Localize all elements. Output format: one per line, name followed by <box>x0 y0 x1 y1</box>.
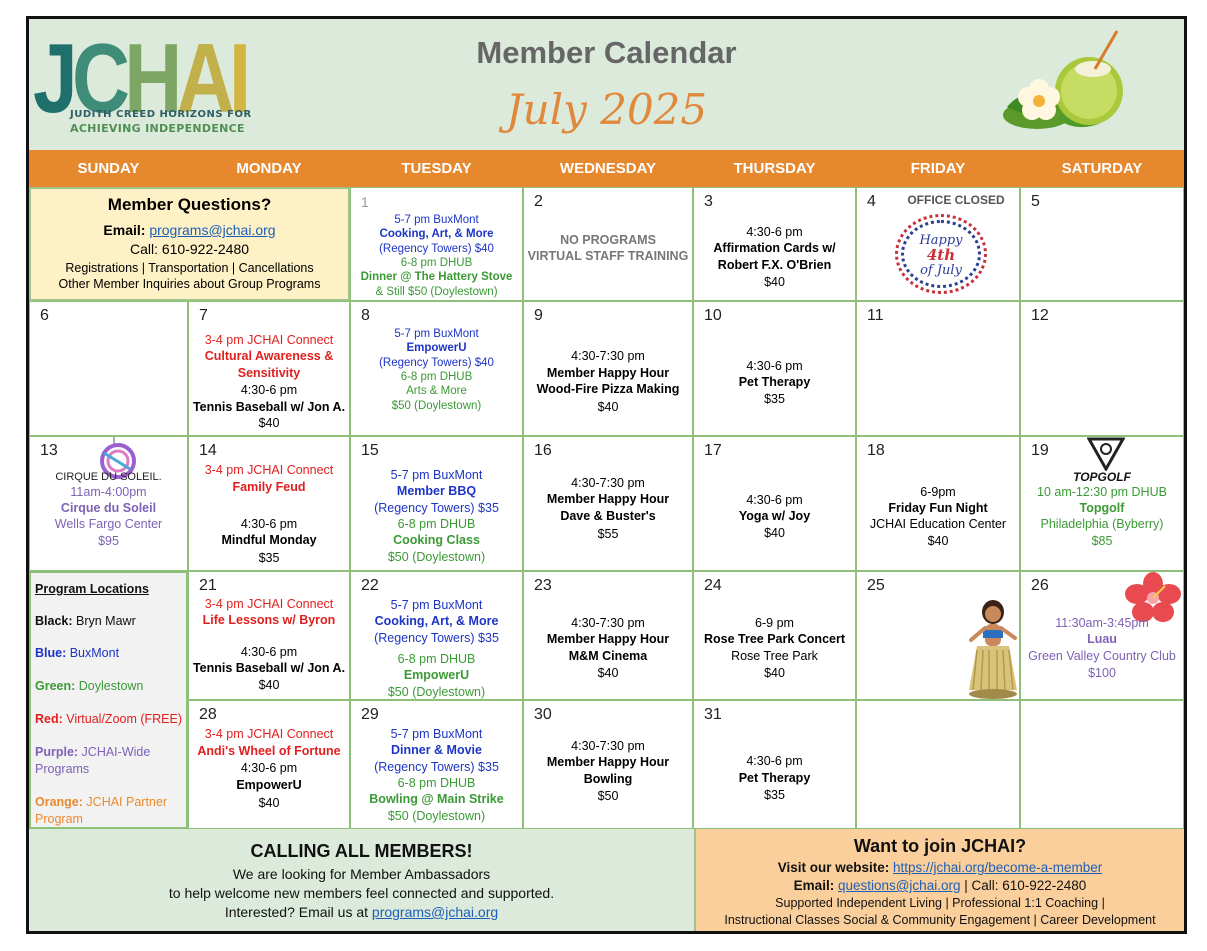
event-line: $40 <box>927 534 949 548</box>
badge-happy: Happy <box>919 233 963 248</box>
event-line: (Regency Towers) $35 <box>374 631 499 645</box>
legend-black-key: Black: <box>35 614 73 628</box>
event-line: $40 <box>764 666 785 680</box>
event-line: 4:30-6 pm <box>746 225 803 239</box>
event-line: 4:30-6 pm <box>240 645 298 659</box>
event-line: (Regency Towers) $40 <box>379 243 494 255</box>
legend-purple-value: JCHAI-Wide Programs <box>35 745 151 776</box>
event-line: 6-8 pm DHUB <box>397 517 476 531</box>
day-number: 16 <box>534 442 552 459</box>
topgolf-brand: TOPGOLF <box>1073 470 1131 484</box>
event-line: Dinner @ The Hattery Stove <box>360 271 513 283</box>
day-number: 17 <box>704 442 722 459</box>
event-line: 5-7 pm BuxMont <box>390 468 483 482</box>
event-line: 3-4 pm JCHAI Connect <box>204 463 334 477</box>
event-line: 5-7 pm BuxMont <box>394 328 479 340</box>
day-number: 24 <box>704 577 722 594</box>
day-number: 10 <box>704 307 722 324</box>
event-line: 5-7 pm BuxMont <box>394 214 479 226</box>
questions-line1: Registrations | Transportation | Cancellations <box>65 261 314 275</box>
event-line: Luau <box>1087 632 1117 646</box>
day-cell-1[interactable] <box>350 187 523 301</box>
office-closed-label: OFFICE CLOSED <box>907 193 1005 207</box>
day-cell-11[interactable] <box>856 301 1020 436</box>
event-line: Member BBQ <box>396 484 477 498</box>
day-number: 22 <box>361 577 379 594</box>
logo-letter: C <box>71 23 125 133</box>
event-line: 4:30-6 pm <box>240 517 298 531</box>
event-line: Bowling <box>583 772 633 786</box>
day-number: 14 <box>199 442 217 459</box>
event-line: 5-7 pm BuxMont <box>390 598 483 612</box>
day-number: 8 <box>361 307 370 324</box>
event-line: 11:30am-3:45pm <box>1055 616 1149 630</box>
event-line: EmpowerU <box>403 668 470 682</box>
event-line: Rose Tree Park <box>731 649 818 663</box>
legend-orange <box>35 794 185 827</box>
event-line: 6-9pm <box>920 485 956 499</box>
event-line: 4:30-7:30 pm <box>571 476 645 490</box>
event-line: Member Happy Hour <box>546 632 670 646</box>
event-line: Mindful Monday <box>221 533 317 547</box>
event-line: $40 <box>597 400 619 414</box>
coconut-drink-icon <box>997 23 1131 141</box>
day-cell-empty <box>1020 700 1184 829</box>
day-number: 3 <box>704 193 713 210</box>
day-cell-5[interactable] <box>1020 187 1184 301</box>
legend-blue-value: BuxMont <box>66 646 120 660</box>
event-line: $40 <box>258 796 280 810</box>
join-email-line <box>696 878 1184 893</box>
event-line: $35 <box>764 392 785 406</box>
day-cell-13[interactable] <box>29 436 188 571</box>
calling-line3-text: Interested? Email us at <box>224 904 372 920</box>
calling-line2: to help welcome new members feel connected and supported. <box>168 885 555 901</box>
join-title: Want to join JCHAI? <box>853 836 1027 856</box>
member-questions-box <box>29 187 350 301</box>
day-cell-24[interactable] <box>693 571 856 700</box>
event-line: 6-9 pm <box>755 616 794 630</box>
weekday-thursday: THURSDAY <box>733 160 816 177</box>
day-cell-17[interactable] <box>693 436 856 571</box>
day-cell-8[interactable] <box>350 301 523 436</box>
event-line: $50 (Doylestown) <box>387 809 486 823</box>
event-line: Andi's Wheel of Fortune <box>197 744 341 758</box>
event-line: $50 (Doylestown) <box>387 685 486 699</box>
weekday-monday: MONDAY <box>236 160 302 177</box>
event-line: Tennis Baseball w/ Jon A. <box>192 400 346 414</box>
month-title: July 2025 <box>505 85 708 134</box>
event-line: Topgolf <box>1079 501 1125 515</box>
topgolf-flag-icon <box>1087 437 1125 471</box>
event-line: (Regency Towers) $40 <box>379 357 494 369</box>
event-line: VIRTUAL STAFF TRAINING <box>527 249 689 263</box>
day-number: 23 <box>534 577 552 594</box>
day-cell-18[interactable] <box>856 436 1020 571</box>
event-line: $40 <box>597 666 619 680</box>
event-line: 4:30-7:30 pm <box>571 616 645 630</box>
badge-of-july: of July <box>920 263 962 278</box>
event-line: Member Happy Hour <box>546 492 670 506</box>
weekday-wednesday: WEDNESDAY <box>559 160 657 177</box>
event-line: Arts & More <box>406 385 467 397</box>
day-number: 21 <box>199 577 217 594</box>
day-cell-9[interactable] <box>523 301 693 436</box>
event-line: Rose Tree Park Concert <box>703 632 846 646</box>
logo-tagline-1: JUDITH CREED HORIZONS FOR <box>70 109 252 120</box>
event-line: 4:30-6 pm <box>746 493 803 507</box>
legend-blue-key: Blue: <box>35 646 67 660</box>
event-line: $35 <box>764 788 785 802</box>
day-number: 25 <box>867 577 885 594</box>
legend-green <box>35 678 143 695</box>
join-website-line <box>696 860 1184 875</box>
event-line: $55 <box>597 527 619 541</box>
day-number: 12 <box>1031 307 1049 324</box>
event-line: Dave & Buster's <box>560 509 656 523</box>
legend-orange-value: JCHAI Partner Program <box>35 795 167 826</box>
event-line: 4:30-6 pm <box>240 383 298 397</box>
event-line: Cultural Awareness & <box>204 349 334 363</box>
day-cell-26[interactable] <box>1020 571 1184 700</box>
event-line: Pet Therapy <box>738 375 811 389</box>
join-jchai-box <box>694 829 1184 931</box>
day-cell-25[interactable] <box>856 571 1020 700</box>
weekday-friday: FRIDAY <box>910 160 966 177</box>
day-cell-3[interactable] <box>693 187 856 301</box>
day-cell-29[interactable] <box>350 700 523 829</box>
event-line: Wood-Fire Pizza Making <box>536 382 680 396</box>
questions-call: Call: 610-922-2480 <box>129 241 250 257</box>
join-email-label: Email: <box>793 878 838 893</box>
legend-title: Program Locations <box>35 582 149 596</box>
day-cell-23[interactable] <box>523 571 693 700</box>
day-cell-31[interactable] <box>693 700 856 829</box>
join-call: | Call: 610-922-2480 <box>960 878 1087 893</box>
day-number: 28 <box>199 706 217 723</box>
weekday-sunday: SUNDAY <box>77 160 140 177</box>
day-cell-15[interactable] <box>350 436 523 571</box>
event-line: $40 <box>764 526 785 540</box>
event-line: EmpowerU <box>236 778 302 792</box>
legend-red-value: Virtual/Zoom (FREE) <box>62 712 183 726</box>
event-line: 5-7 pm BuxMont <box>390 727 483 741</box>
event-line: Member Happy Hour <box>546 366 670 380</box>
day-number: 5 <box>1031 193 1040 210</box>
day-number: 19 <box>1031 442 1049 459</box>
day-number: 30 <box>534 706 552 723</box>
happy-4th-badge <box>895 214 987 294</box>
event-line: 6-8 pm DHUB <box>400 257 473 269</box>
event-line: 6-8 pm DHUB <box>397 652 476 666</box>
day-cell-6[interactable] <box>29 301 188 436</box>
event-line: 3-4 pm JCHAI Connect <box>204 727 334 741</box>
event-line: $85 <box>1091 534 1113 548</box>
event-line: 4:30-6 pm <box>746 754 803 768</box>
event-line: (Regency Towers) $35 <box>374 760 499 774</box>
calling-line1: We are looking for Member Ambassadors <box>232 866 491 882</box>
day-cell-22[interactable] <box>350 571 523 700</box>
badge-4th: 4th <box>926 246 956 264</box>
event-line: NO PROGRAMS <box>560 233 656 247</box>
event-line: $50 <box>597 789 619 803</box>
event-line: 4:30-7:30 pm <box>571 739 645 753</box>
questions-line2: Other Member Inquiries about Group Programs <box>58 277 321 291</box>
calling-all-members-box <box>29 829 694 931</box>
day-number: 6 <box>40 307 49 324</box>
event-line: (Regency Towers) $35 <box>374 501 499 515</box>
day-number: 11 <box>867 307 884 324</box>
event-line: $50 (Doylestown) <box>387 550 486 564</box>
event-line: Green Valley Country Club <box>1028 649 1176 663</box>
event-line: 3-4 pm JCHAI Connect <box>204 333 334 347</box>
cirque-brand: CIRQUE DU SOLEIL. <box>55 471 162 483</box>
calendar-frame <box>26 16 1187 934</box>
event-line: $95 <box>98 534 119 548</box>
event-line: 6-8 pm DHUB <box>400 371 473 383</box>
questions-email-line <box>31 222 348 239</box>
event-line: $35 <box>258 551 280 565</box>
day-cell-21[interactable] <box>188 571 350 700</box>
day-cell-14[interactable] <box>188 436 350 571</box>
logo-letter: J <box>33 23 72 133</box>
event-line: Life Lessons w/ Byron <box>202 613 336 627</box>
event-line: Cooking Class <box>393 533 480 547</box>
day-number: 7 <box>199 307 208 324</box>
event-line: $40 <box>258 678 280 692</box>
join-website-label: Visit our website: <box>777 860 893 875</box>
event-line: Family Feud <box>232 480 306 494</box>
program-locations-legend <box>29 571 188 829</box>
event-line: 6-8 pm DHUB <box>397 776 476 790</box>
logo-tagline-2: ACHIEVING INDEPENDENCE <box>70 122 245 135</box>
event-line: Sensitivity <box>237 366 301 380</box>
day-number: 18 <box>867 442 885 459</box>
legend-blue <box>35 645 119 662</box>
questions-email-link[interactable]: programs@jchai.org <box>149 222 276 238</box>
day-cell-7[interactable] <box>188 301 350 436</box>
event-line: $40 <box>764 275 785 289</box>
legend-green-key: Green: <box>35 679 76 693</box>
day-number: 2 <box>534 193 543 210</box>
event-line: Dinner & Movie <box>391 743 482 757</box>
event-line: Member Happy Hour <box>546 755 670 769</box>
join-website-link[interactable]: https://jchai.org/become-a-member <box>892 860 1103 875</box>
event-line: Philadelphia (Byberry) <box>1040 517 1164 531</box>
day-cell-19[interactable] <box>1020 436 1184 571</box>
logo-letter: A <box>176 23 229 133</box>
event-line: Bowling @ Main Strike <box>369 792 504 806</box>
legend-purple <box>35 744 185 777</box>
logo-letter: I <box>228 23 246 133</box>
event-line: M&M Cinema <box>568 649 648 663</box>
event-line: 4:30-7:30 pm <box>571 349 645 363</box>
legend-black-value: Bryn Mawr <box>72 614 136 628</box>
event-line: Wells Fargo Center <box>54 517 163 531</box>
day-number: 29 <box>361 706 379 723</box>
hula-dancer-icon <box>965 598 1020 700</box>
day-number: 31 <box>704 706 722 723</box>
event-line: EmpowerU <box>406 342 467 354</box>
day-number: 1 <box>361 194 369 210</box>
event-line: & Still $50 (Doylestown) <box>375 286 498 298</box>
logo-letter: H <box>124 23 177 133</box>
day-cell-empty <box>856 700 1020 829</box>
event-line: 3-4 pm JCHAI Connect <box>204 597 334 611</box>
event-line: $40 <box>258 416 280 430</box>
day-cell-30[interactable] <box>523 700 693 829</box>
join-services-1: Supported Independent Living | Professional 1:1 Coaching | <box>775 896 1105 910</box>
event-line: Robert F.X. O'Brien <box>717 258 832 272</box>
event-line: Cooking, Art, & More <box>374 614 499 628</box>
event-line: Cirque du Soleil <box>60 501 157 515</box>
event-line: JCHAI Education Center <box>869 517 1007 531</box>
event-line: Affirmation Cards w/ <box>713 241 836 255</box>
event-line: 4:30-6 pm <box>240 761 298 775</box>
questions-title: Member Questions? <box>107 195 272 214</box>
weekday-tuesday: TUESDAY <box>401 160 472 177</box>
day-cell-28[interactable] <box>188 700 350 829</box>
day-number: 26 <box>1031 577 1049 594</box>
event-line: $50 (Doylestown) <box>391 400 482 412</box>
day-number: 13 <box>40 442 58 459</box>
weekday-header-row <box>29 150 1184 187</box>
legend-green-value: Doylestown <box>75 679 144 693</box>
day-cell-10[interactable] <box>693 301 856 436</box>
calendar-header <box>29 19 1184 150</box>
join-services-2: Instructional Classes Social & Community Engagement | Career Development <box>724 913 1156 927</box>
page-title: Member Calendar <box>476 35 737 70</box>
legend-black <box>35 613 136 630</box>
day-number: 4 <box>867 193 876 210</box>
legend-red-key: Red: <box>35 712 63 726</box>
calling-title: CALLING ALL MEMBERS! <box>250 841 473 861</box>
calling-line3 <box>29 904 694 920</box>
day-number: 15 <box>361 442 379 459</box>
event-line: Cooking, Art, & More <box>379 228 494 240</box>
day-cell-4[interactable] <box>856 187 1020 301</box>
event-line: $100 <box>1088 666 1116 680</box>
weekday-saturday: SATURDAY <box>1061 160 1143 177</box>
day-cell-16[interactable] <box>523 436 693 571</box>
event-line: 11am-4:00pm <box>70 485 147 499</box>
legend-orange-key: Orange: <box>35 795 83 809</box>
join-email-link[interactable]: questions@jchai.org <box>837 878 961 893</box>
calling-email-link[interactable]: programs@jchai.org <box>371 904 499 920</box>
questions-email-label: Email: <box>103 222 146 238</box>
day-cell-2[interactable] <box>523 187 693 301</box>
legend-purple-key: Purple: <box>35 745 79 759</box>
day-cell-12[interactable] <box>1020 301 1184 436</box>
event-line: Pet Therapy <box>738 771 811 785</box>
event-line: Yoga w/ Joy <box>738 509 811 523</box>
event-line: Friday Fun Night <box>888 501 988 515</box>
event-line: Tennis Baseball w/ Jon A. <box>192 661 346 675</box>
event-line: 10 am-12:30 pm DHUB <box>1037 485 1167 499</box>
legend-red <box>35 711 182 728</box>
event-line: 4:30-6 pm <box>746 359 803 373</box>
day-number: 9 <box>534 307 543 324</box>
